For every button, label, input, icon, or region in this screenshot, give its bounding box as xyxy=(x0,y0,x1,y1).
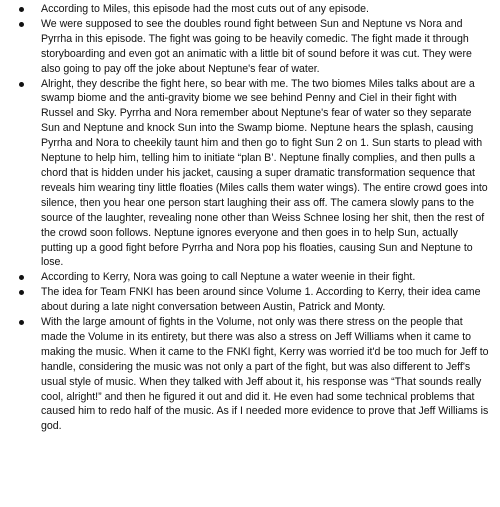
bullet-list xyxy=(16,2,492,434)
bullet-text: Alright, they describe the fight here, so bear with me. The two biomes Miles talks about are a swamp biome and the anti-gravity biome we see behind Penny and Ciel in their fight with Russel and Sky. Pyrrha and Nora remember about Neptune's fear of water so they separate Sun and Neptune and knock Sun into the Swamp biome. Neptune hears the splash, causing Pyrrha and Nora to cheekily taunt him and then go to fight Sun 2 on 1. Sun starts to plead with Neptune to help him, telling him to initiate “plan B’. Neptune finally complies, and then pulls a chord that is hidden under his jacket, causing a super dramatic transformation sequence that reveals him wearing tiny little floaties (Miles calls them water wings). The entire crowd goes into silence, then you hear one person start laughing their ass off. The camera slowly pans to the source of the laughter, revealing none other than Weiss Schnee losing her shit, then the rest of the crowd soon follows. Neptune ignores everyone and then goes in to help Sun, actually putting up a good fight before Pyrrha and Nora pop his floaties, causing Sun and Neptune to lose. xyxy=(41,77,488,269)
bullet-marker xyxy=(19,290,24,295)
list-item xyxy=(16,285,492,315)
bullet-text: The idea for Team FNKI has been around since Volume 1. According to Kerry, their idea came about during a late night conversation between Austin, Patrick and Monty. xyxy=(41,286,481,314)
bullet-marker xyxy=(19,320,24,325)
list-item xyxy=(16,2,492,17)
bullet-marker xyxy=(19,275,24,280)
bullet-text: With the large amount of fights in the Volume, not only was there stress on the people that made the Volume in its entirety, but there was also a stress on Jeff Williams when it came to making the music. When it came to the FNKI fight, Kerry was worried it'd be too much for Jeff to handle, considering the music was not only a part of the fight, but was also different to Jeff's usual style of music. When they talked with Jeff about it, his response was “That sounds really cool, alright!” and then he figured it out and did it. He even had some technical problems that caused him to redo half of the music. As if I needed more evidence to prove that Jeff Williams is god. xyxy=(41,316,489,433)
list-item xyxy=(16,77,492,271)
list-item xyxy=(16,270,492,285)
list-item xyxy=(16,315,492,434)
bullet-text: According to Kerry, Nora was going to call Neptune a water weenie in their fight. xyxy=(41,271,416,284)
bullet-marker xyxy=(19,7,24,12)
bullet-text: We were supposed to see the doubles round fight between Sun and Neptune vs Nora and Pyrrha in this episode. The fight was going to be heavily comedic. The fight made it through storyboarding and even got an animatic with a little bit of sound before it was cut. They were also going to pay off the joke about Neptune's fear of water. xyxy=(41,17,472,75)
bullet-marker xyxy=(19,82,24,87)
list-item xyxy=(16,17,492,77)
bullet-text: According to Miles, this episode had the most cuts out of any episode. xyxy=(41,3,370,15)
bullet-marker xyxy=(19,22,24,27)
